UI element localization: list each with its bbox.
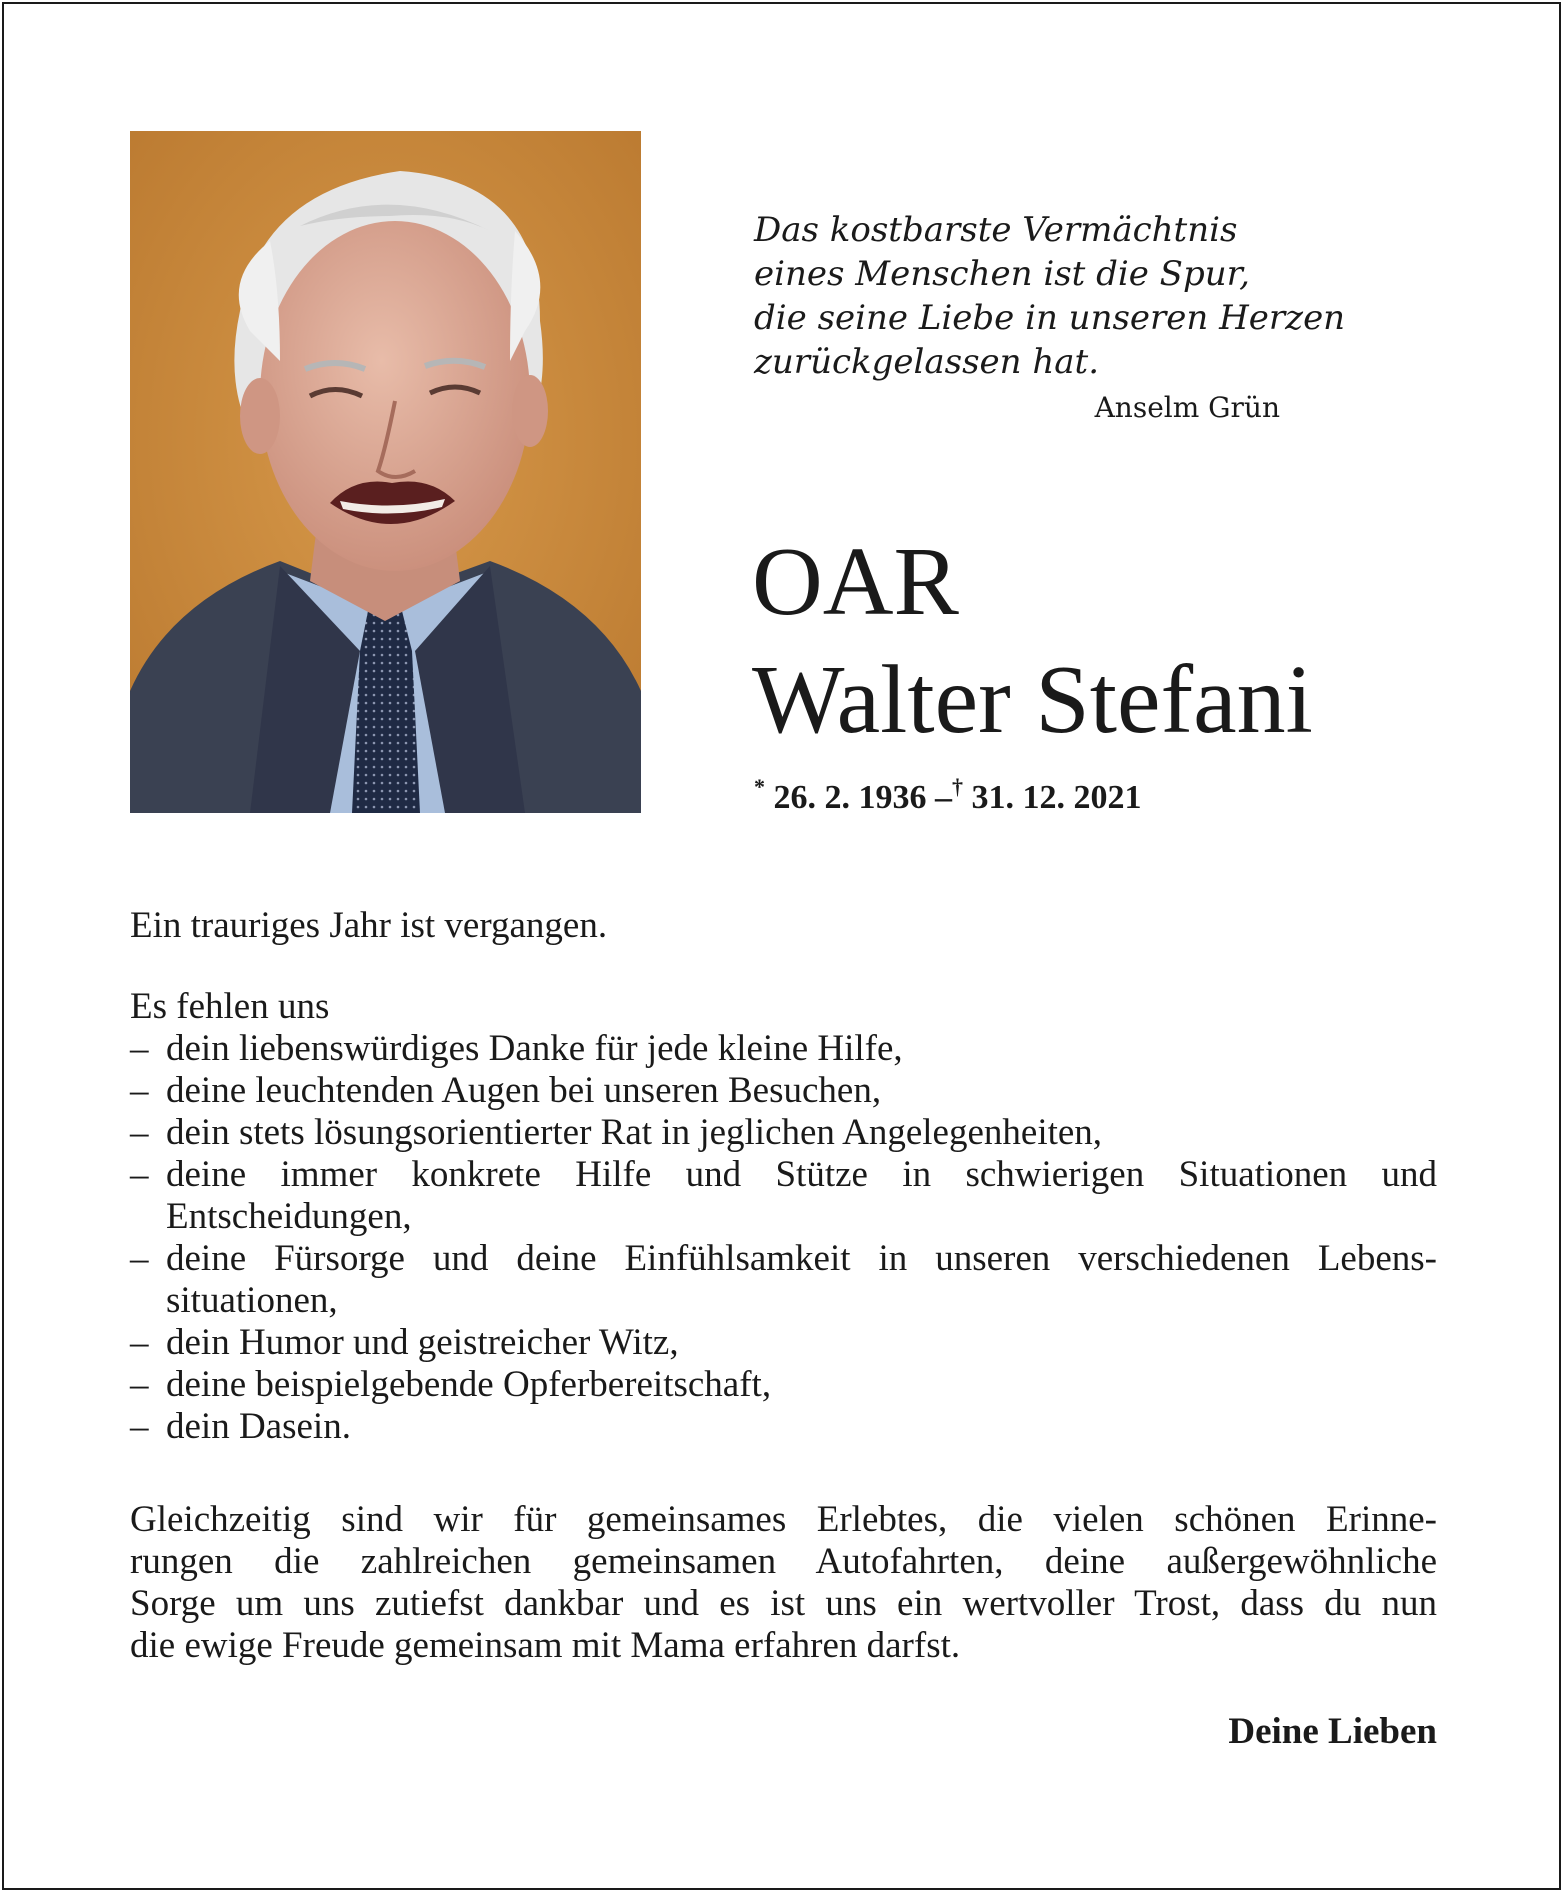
list-item [130, 1028, 1437, 1070]
quote-author: Anselm Grün [1094, 391, 1280, 424]
list-item-text: deine immer konkrete Hilfe und Stütze in schwierigen Situationen und Entscheidungen, [166, 1154, 1437, 1237]
closing-line: rungen die zahlreichen gemeinsamen Autofahrten, deine außergewöhnliche [130, 1541, 1437, 1582]
list-dash: – [130, 1406, 149, 1447]
list-dash: – [130, 1028, 149, 1069]
list-item-text: dein liebenswürdiges Danke für jede kleine Hilfe, [166, 1028, 903, 1069]
quote-line: die seine Liebe in unseren Herzen [754, 298, 1346, 338]
list-item-text: dein Humor und geistreicher Witz, [166, 1322, 679, 1363]
quote-line: eines Menschen ist die Spur, [754, 254, 1250, 294]
missed-list [130, 1028, 1437, 1448]
list-heading: Es fehlen uns [130, 986, 330, 1027]
list-item-text: dein Dasein. [166, 1406, 351, 1447]
list-item-text: deine leuchtenden Augen bei unseren Besuchen, [166, 1070, 882, 1111]
date-separator: – [935, 779, 952, 816]
closing-line: die ewige Freude gemeinsam mit Mama erfahren darfst. [130, 1625, 961, 1666]
quote-line: zurückgelassen hat. [754, 342, 1099, 382]
list-item [130, 1406, 1437, 1448]
list-dash: – [130, 1154, 149, 1195]
list-item-text: dein stets lösungsorientierter Rat in jeglichen Angelegenheiten, [166, 1112, 1103, 1153]
list-dash: – [130, 1070, 149, 1111]
list-item [130, 1154, 1437, 1238]
list-item [130, 1322, 1437, 1364]
list-dash: – [130, 1364, 149, 1405]
deceased-title: OAR [752, 528, 959, 636]
list-item [130, 1070, 1437, 1112]
list-dash: – [130, 1112, 149, 1153]
deceased-name: Walter Stefani [752, 646, 1313, 754]
quote-line: Das kostbarste Vermächtnis [754, 210, 1238, 250]
memorial-quote [754, 208, 1346, 384]
closing-line: Sorge um uns zutiefst dankbar und es ist uns ein wertvoller Trost, dass du nun [130, 1583, 1437, 1624]
death-date: 31. 12. 2021 [971, 779, 1142, 816]
list-item [130, 1364, 1437, 1406]
list-item [130, 1238, 1437, 1322]
birth-symbol: * [754, 774, 765, 799]
intro-text: Ein trauriges Jahr ist vergangen. [130, 905, 608, 946]
closing-line: Gleichzeitig sind wir für gemeinsames Erlebtes, die vielen schönen Erinne- [130, 1499, 1437, 1540]
list-dash: – [130, 1322, 149, 1363]
signature: Deine Lieben [1228, 1711, 1437, 1752]
death-symbol: † [952, 774, 963, 799]
closing-paragraph [130, 1499, 1437, 1667]
list-dash: – [130, 1238, 149, 1279]
portrait-photo [130, 131, 641, 813]
birth-date: 26. 2. 1936 [773, 779, 927, 816]
list-item-text: deine beispielgebende Opferbereitschaft, [166, 1364, 772, 1405]
list-item-text: deine Fürsorge und deine Einfühlsamkeit in unseren verschiedenen Lebenssituationen, [166, 1238, 1437, 1321]
list-item [130, 1112, 1437, 1154]
life-dates [754, 774, 1142, 818]
portrait-image [130, 131, 641, 813]
